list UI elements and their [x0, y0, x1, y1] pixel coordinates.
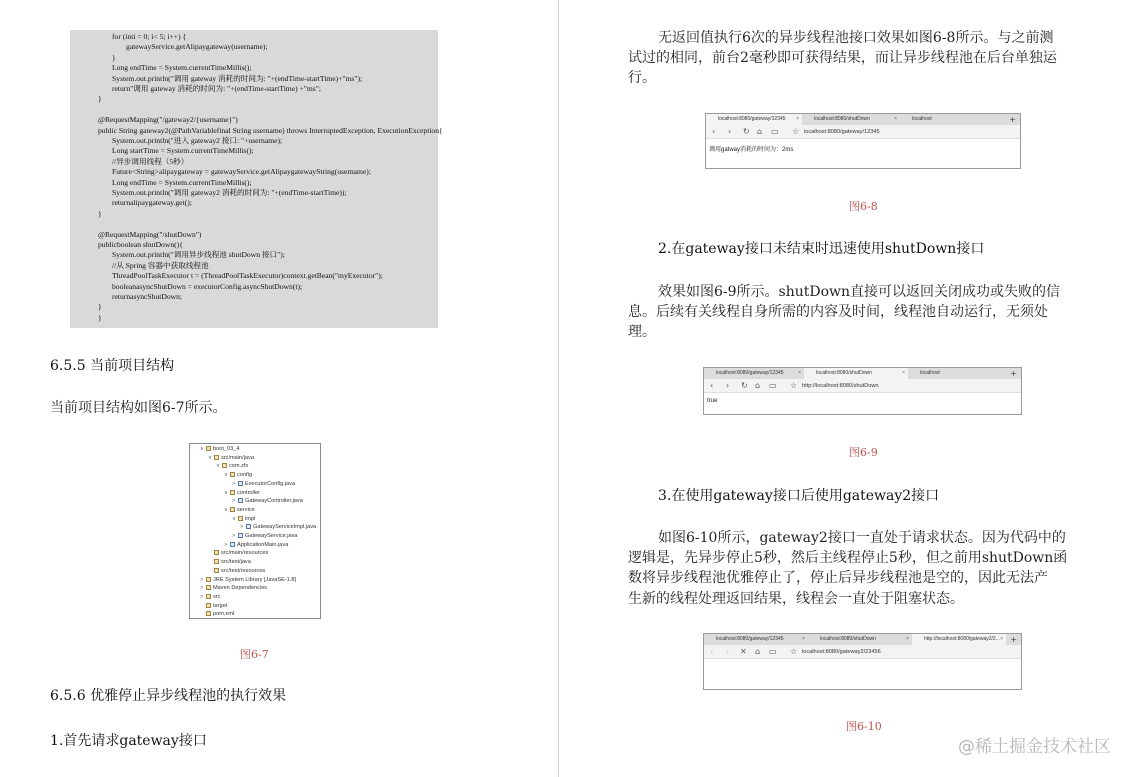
- tree-toggle-icon[interactable]: >: [200, 576, 204, 583]
- tree-item[interactable]: [208, 454, 254, 462]
- tree-item-label: pom.xml: [213, 611, 235, 618]
- code-line: gatewayService.getAlipaygateway(username);: [126, 42, 268, 52]
- code-line: Long startTime = System.currentTimeMillis();: [112, 146, 254, 156]
- code-line: @RequestMapping("/shutDown"): [98, 229, 202, 239]
- tree-item[interactable]: [208, 549, 268, 557]
- tree-item[interactable]: [232, 497, 303, 505]
- back-icon[interactable]: ‹: [712, 127, 716, 136]
- home-icon[interactable]: ⌂: [755, 647, 761, 656]
- refresh-icon[interactable]: ↻: [741, 381, 748, 390]
- code-line: System.out.println("进入 gateway2 接口: "+username);: [112, 136, 283, 145]
- tree-toggle-icon[interactable]: >: [232, 498, 236, 505]
- subheading-3: 3.在使用gateway接口后使用gateway2接口: [658, 488, 940, 504]
- paragraph-3-line-4: 生新的线程处理返回结果，线程会一直处于阻塞状态。: [628, 591, 964, 607]
- paragraph-3-line-3: 数将异步线程池优雅停止了，停止后异步线程池是空的，因此无法产: [628, 570, 1048, 586]
- url-field[interactable]: localhost:8080/gateway2/23456: [802, 649, 881, 655]
- tab-shutdown[interactable]: localhost:8080/shutDown ×: [804, 368, 908, 379]
- code-line: }: [112, 52, 116, 62]
- page-content: 调用gatway消耗的时间为：2ms: [709, 147, 794, 153]
- tree-item[interactable]: [232, 480, 295, 488]
- paragraph-3-line-1: 如图6-10所示，gateway2接口一直处于请求状态。因为代码中的: [658, 530, 1066, 546]
- tree-item[interactable]: [224, 541, 288, 549]
- folder-icon: [214, 550, 219, 555]
- folder-icon: [206, 446, 211, 451]
- watermark: @稀土掘金技术社区: [958, 737, 1111, 757]
- paragraph-1-line-2: 试过的相同，前台2毫秒即可获得结果，而让异步线程池在后台单独运: [628, 50, 1057, 66]
- tree-item-label: service: [237, 506, 255, 513]
- tree-toggle-icon[interactable]: ∨: [200, 446, 205, 452]
- star-icon[interactable]: ☆: [792, 127, 800, 136]
- home-icon[interactable]: ⌂: [757, 127, 763, 136]
- folder-icon: [214, 568, 219, 573]
- paragraph-2-line-2: 息。后续有关线程自身所需的内容及时间，线程池自动运行，无须处: [628, 304, 1048, 320]
- tree-item[interactable]: [208, 558, 251, 566]
- tree-item-label: GatewayServiceImpl.java: [253, 524, 317, 531]
- reading-view-icon[interactable]: ▭: [769, 647, 777, 656]
- tab-gateway[interactable]: localhost:8080/gateway/12345 ×: [716, 370, 801, 376]
- tab-localhost[interactable]: localhost: [920, 370, 940, 376]
- tree-item-label: ApplicationMain.java: [237, 541, 289, 548]
- tree-item[interactable]: [200, 593, 220, 601]
- code-line: returnalipaygateway.get();: [112, 198, 192, 208]
- paragraph-2-line-3: 理。: [628, 324, 656, 340]
- caption-fig-6-7: 图6-7: [240, 648, 269, 661]
- tree-item-label: impl: [245, 515, 256, 522]
- folder-icon: [206, 603, 211, 608]
- tree-item-label: boot_03_4: [213, 446, 240, 452]
- code-line: public String gateway2(@PathVariablefinal String username) throws InterruptedException, ExecutionException{: [98, 125, 443, 135]
- folder-icon: [206, 611, 211, 616]
- subheading-1: 1.首先请求gateway接口: [50, 733, 207, 749]
- subheading-2: 2.在gateway接口未结束时迅速使用shutDown接口: [658, 241, 985, 257]
- forward-icon[interactable]: ›: [726, 381, 730, 390]
- new-tab-icon[interactable]: +: [1010, 369, 1017, 378]
- tree-toggle-icon[interactable]: ∨: [224, 472, 229, 479]
- tab-gateway[interactable]: localhost:8080/gateway/12345 ×: [706, 114, 802, 125]
- tree-item-label: config: [237, 472, 252, 479]
- code-line: }: [98, 94, 102, 104]
- folder-icon: [230, 472, 235, 477]
- tab-bar: [704, 368, 1021, 379]
- java-file-icon: [238, 481, 243, 486]
- folder-icon: [230, 490, 235, 495]
- code-line: return"调用 gateway 消耗的时间为: "+(endTime-startTime) +"ms";: [112, 84, 321, 93]
- java-file-icon: [238, 533, 243, 538]
- new-tab-icon[interactable]: +: [1010, 635, 1017, 644]
- code-line: //从 Spring 容器中获取线程池: [112, 260, 209, 270]
- tree-toggle-icon[interactable]: ∨: [216, 463, 221, 470]
- tab-gateway[interactable]: localhost:8080/gateway/12345 ×: [716, 636, 805, 642]
- project-tree-figure: [189, 443, 321, 619]
- tree-toggle-icon[interactable]: >: [200, 593, 204, 600]
- tab-bar: [706, 114, 1020, 125]
- tree-item-label: src/main/resources: [221, 550, 269, 557]
- code-line: System.out.println("调用 gateway2 消耗的时间为: "+(endTime-startTime));: [112, 188, 347, 197]
- tree-toggle-icon[interactable]: ∨: [224, 506, 229, 513]
- code-line: Long endTime = System.currentTimeMillis();: [112, 177, 252, 187]
- tree-item-label: src/main/java: [221, 454, 254, 461]
- tab-shutdown[interactable]: localhost:8080/shutDown ×: [820, 636, 909, 642]
- caption-fig-6-9: 图6-9: [849, 446, 878, 459]
- code-line: @RequestMapping("/gateway2/{username}"): [98, 115, 238, 125]
- forward-icon[interactable]: ›: [726, 647, 730, 656]
- section-heading-655: 6.5.5 当前项目结构: [50, 358, 175, 374]
- code-line: booleanasyncShutDown = executorConfig.asyncShutDown(t);: [112, 281, 303, 291]
- tree-toggle-icon[interactable]: ∨: [208, 454, 213, 461]
- back-icon[interactable]: ‹: [710, 647, 714, 656]
- caption-fig-6-10: 图6-10: [846, 720, 882, 733]
- code-line: System.out.println("调用 gateway 消耗的时间为: "+(endTime-startTime)+"ms");: [112, 73, 363, 83]
- tree-item-label: ExecutorConfig.java: [245, 480, 296, 487]
- folder-icon: [214, 455, 219, 460]
- tree-item-label: GatewayController.java: [245, 498, 303, 505]
- browser-screenshot-fig-6-8: [705, 113, 1021, 169]
- paragraph-1-line-1: 无返回值执行6次的异步线程池接口效果如图6-8所示。与之前测: [658, 30, 1054, 46]
- tree-toggle-icon[interactable]: >: [240, 524, 244, 531]
- tab-gateway2[interactable]: http://localhost:8080/gateway2/2... ×: [912, 634, 1006, 645]
- tree-item-label: GatewayService.java: [245, 533, 298, 539]
- paragraph-2-line-1: 效果如图6-9所示。shutDown直接可以返回关闭成功或失败的信: [658, 284, 1061, 300]
- tree-toggle-icon[interactable]: >: [200, 585, 204, 592]
- code-line: Long endTime = System.currentTimeMillis();: [112, 63, 252, 73]
- tree-toggle-icon[interactable]: ∨: [224, 489, 229, 496]
- page-content: true: [707, 398, 718, 404]
- code-line: }: [98, 208, 102, 218]
- tree-item[interactable]: [224, 471, 252, 479]
- tree-item[interactable]: [208, 567, 265, 575]
- code-line: System.out.println("调用异步线程池 shutDown 接口");: [112, 250, 285, 260]
- caption-fig-6-8: 图6-8: [849, 200, 878, 213]
- url-field[interactable]: localhost:8080/gateway/12345: [804, 129, 880, 135]
- java-file-icon: [246, 524, 251, 529]
- browser-screenshot-fig-6-9: [703, 367, 1022, 415]
- tree-item[interactable]: [216, 462, 248, 470]
- tab-shutdown[interactable]: localhost:8080/shutDown ×: [814, 116, 897, 122]
- code-block: [70, 30, 443, 328]
- tab-bar: [704, 634, 1021, 645]
- tree-item[interactable]: [224, 506, 255, 514]
- refresh-icon[interactable]: ↻: [743, 127, 750, 136]
- tree-item[interactable]: [200, 584, 267, 592]
- tree-item-label: src: [213, 593, 221, 600]
- tree-item-label: com.zfx: [229, 463, 249, 470]
- star-icon[interactable]: ☆: [790, 647, 798, 656]
- new-tab-icon[interactable]: +: [1009, 115, 1016, 124]
- tree-toggle-icon[interactable]: >: [232, 533, 236, 539]
- tree-item-label: JRE System Library [JavaSE-1.8]: [213, 576, 297, 583]
- paragraph-655: 当前项目结构如图6-7所示。: [50, 400, 227, 416]
- tree-item-label: target: [213, 602, 228, 609]
- tree-toggle-icon[interactable]: >: [232, 480, 236, 487]
- tree-item[interactable]: [200, 602, 227, 610]
- paragraph-1-line-3: 行。: [628, 70, 656, 86]
- browser-screenshot-fig-6-10: [703, 633, 1022, 690]
- folder-icon: [206, 585, 211, 590]
- code-line: Future<String>alipaygateway = gatewayService.getAlipaygatewayString(username);: [112, 167, 371, 177]
- tab-localhost[interactable]: localhost: [912, 116, 932, 122]
- code-line: ThreadPoolTaskExecutor t = (ThreadPoolTaskExecutor)context.getBean("myExecutor");: [112, 271, 383, 281]
- section-heading-656: 6.5.6 优雅停止异步线程池的执行效果: [50, 688, 287, 704]
- tree-item-label: src/test/java: [221, 559, 251, 566]
- folder-icon: [222, 463, 227, 468]
- reading-view-icon[interactable]: ▭: [771, 127, 779, 136]
- tree-item-label: controller: [237, 489, 261, 496]
- code-line: publicboolean shutDown(){: [98, 240, 183, 249]
- java-file-icon: [238, 498, 243, 503]
- reading-view-icon[interactable]: ▭: [769, 381, 777, 390]
- tree-item[interactable]: [200, 445, 239, 453]
- tree-item[interactable]: [224, 489, 260, 497]
- home-icon[interactable]: ⌂: [755, 381, 761, 390]
- folder-icon: [214, 559, 219, 564]
- star-icon[interactable]: ☆: [790, 381, 798, 390]
- tree-toggle-icon[interactable]: >: [224, 541, 228, 548]
- back-icon[interactable]: ‹: [710, 381, 714, 390]
- tree-item[interactable]: [200, 576, 296, 584]
- code-line: returnasyncShutDown;: [112, 292, 183, 301]
- folder-icon: [230, 507, 235, 512]
- tree-item[interactable]: [240, 523, 316, 531]
- tree-toggle-icon[interactable]: ∨: [232, 515, 237, 522]
- paragraph-3-line-2: 逻辑是，先异步停止5秒，然后主线程停止5秒，但之前用shutDown函: [628, 550, 1068, 566]
- stop-icon[interactable]: ✕: [740, 647, 747, 656]
- url-field[interactable]: http://localhost:8080/shutDown: [802, 383, 879, 389]
- tree-item-label: Maven Dependencies: [213, 585, 268, 592]
- code-line: //异步调用线程（5秒）: [112, 156, 189, 166]
- address-bar: [706, 125, 1020, 139]
- tree-item-label: src/test/resources: [221, 567, 266, 574]
- page-divider: [558, 0, 559, 777]
- tree-item[interactable]: [232, 532, 298, 540]
- tree-item[interactable]: [232, 515, 255, 523]
- folder-icon: [238, 516, 243, 521]
- folder-icon: [206, 577, 211, 582]
- address-bar: [704, 645, 1021, 659]
- forward-icon[interactable]: ›: [728, 127, 732, 136]
- address-bar: [704, 379, 1021, 393]
- java-file-icon: [230, 542, 235, 547]
- folder-icon: [206, 594, 211, 599]
- tree-item[interactable]: [200, 610, 234, 618]
- code-line: }: [98, 312, 102, 322]
- code-line: }: [98, 302, 102, 312]
- code-line: for (inti = 0; i< 5; i++) {: [112, 32, 187, 41]
